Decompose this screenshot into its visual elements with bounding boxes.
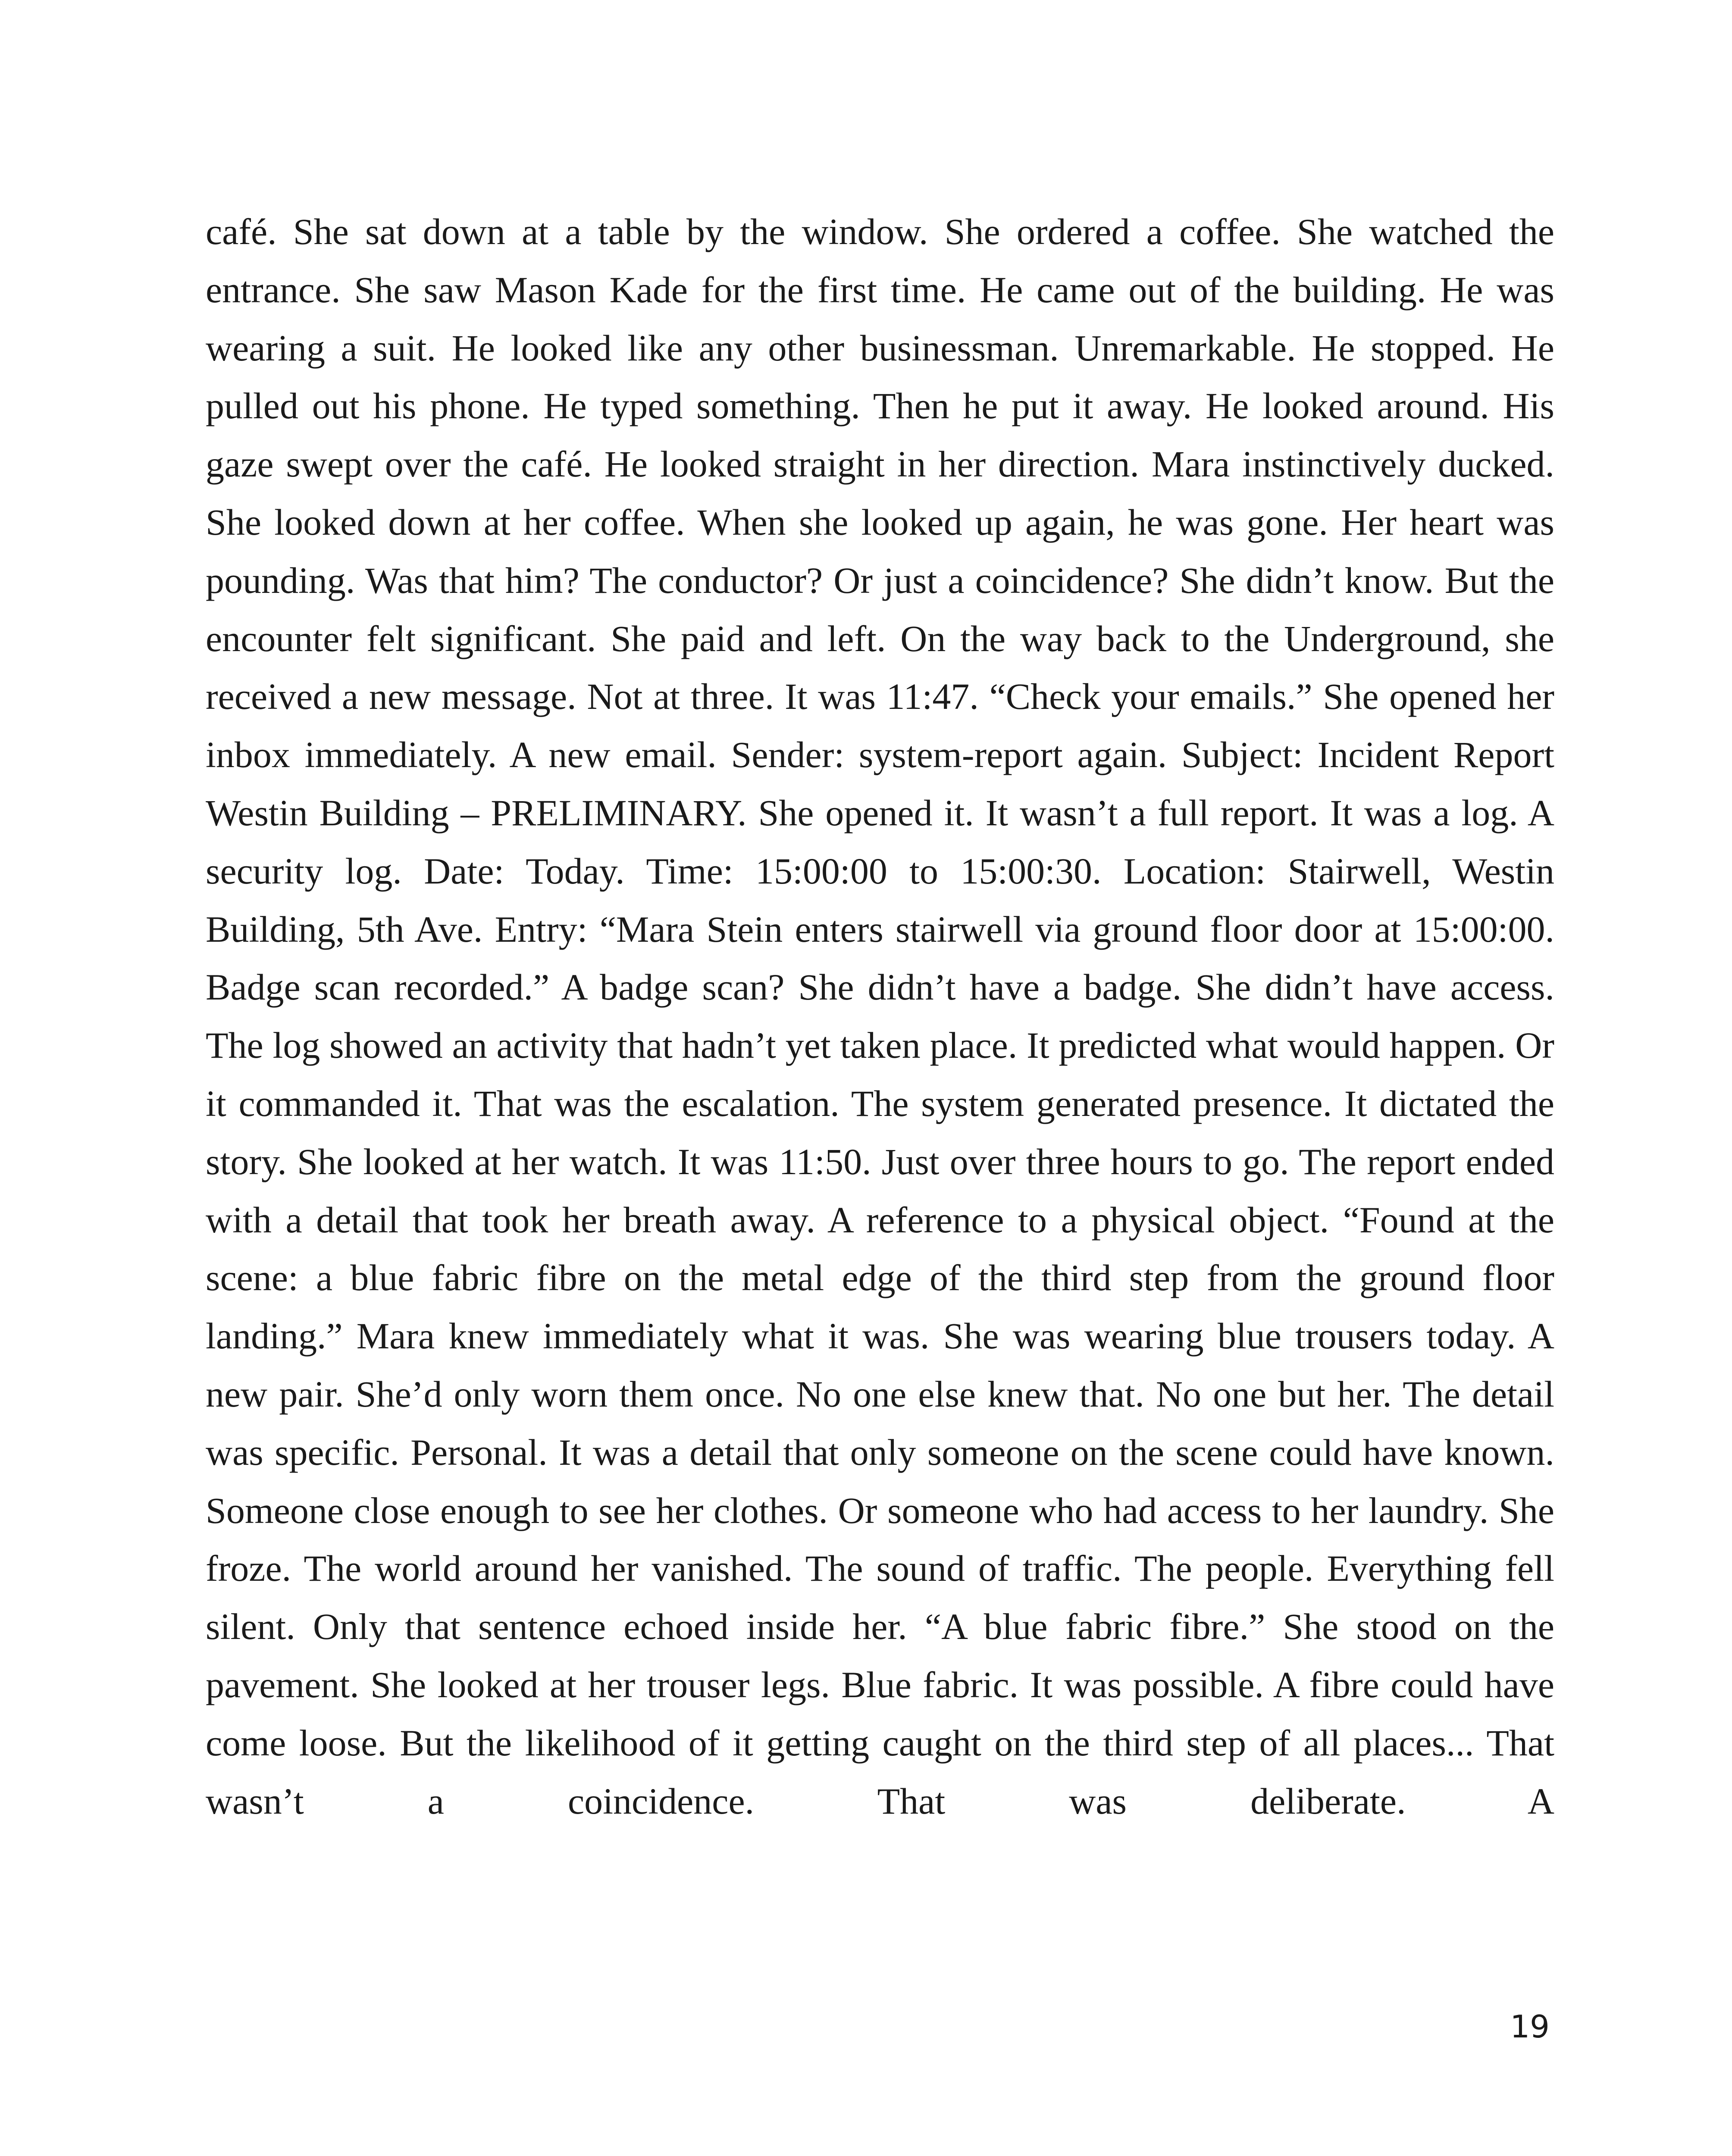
body-paragraph: café. She sat down at a table by the window. She ordered a coffee. She watched the entrance. She saw Mason Kade for the first time. He came out of the building. He was wearing a suit. He looked like any other businessman. Unremarkable. He stopped. He pulled out his phone. He typed something. Then he put it away. He looked around. His gaze swept over the café. He looked straight in her direction. Mara instinctively ducked. She looked down at her coffee. When she looked up again, he was gone. Her heart was pounding. Was that him? The conductor? Or just a coincidence? She didn’t know. But the encounter felt significant. She paid and left. On the way back to the Underground, she received a new message. Not at three. It was 11:47. “Check your emails.” She opened her inbox immediately. A new email. Sender: system-report again. Subject: Incident Report Westin Building – PRELIMINARY. She opened it. It wasn’t a full report. It was a log. A security log. Date: Today. Time: 15:00:00 to 15:00:30. Location: Stairwell, Westin Building, 5th Ave. Entry: “Mara Stein enters stairwell via ground floor door at 15:00:00. Badge scan recorded.” A badge scan? She didn’t have a badge. She didn’t have access. The log showed an activity that hadn’t yet taken place. It predicted what would happen. Or it commanded it. That was the escalation. The system generated presence. It dictated the story. She looked at her watch. It was 11:50. Just over three hours to go. The report ended with a detail that took her breath away. A reference to a physical object. “Found at the scene: a blue fabric fibre on the metal edge of the third step from the ground floor landing.” Mara knew immediately what it was. She was wearing blue trousers today. A new pair. She’d only worn them once. No one else knew that. No one but her. The detail was specific. Personal. It was a detail that only someone on the scene could have known. Someone close enough to see her clothes. Or someone who had access to her laundry. She froze. The world around her vanished. The sound of traffic. The people. Everything fell silent. Only that sentence echoed inside her. “A blue fabric fibre.” She stood on the pavement. She looked at her trouser legs. Blue fabric. It was possible. A fibre could have come loose. But the likelihood of it getting caught on the third step of all places... That wasn’t a coincidence. That was deliberate. A <box>206 211 1554 1822</box>
page-number: 19 <box>1510 2009 1550 2045</box>
